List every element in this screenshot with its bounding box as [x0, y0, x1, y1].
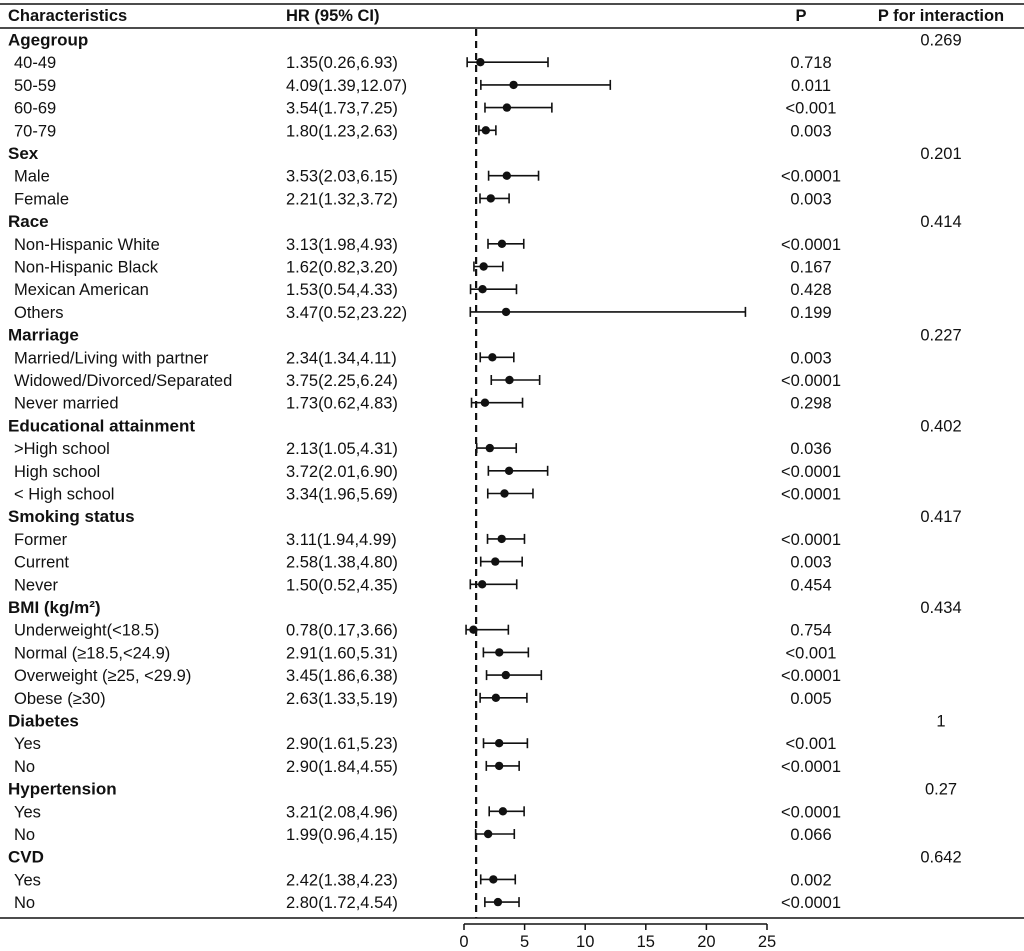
p-value: 0.754 — [790, 621, 832, 640]
hr-point — [478, 580, 486, 588]
group-row — [8, 780, 957, 799]
p-value: <0.0001 — [780, 462, 842, 481]
row-label: 40-49 — [14, 54, 57, 73]
hr-ci-text: 2.90(1.61,5.23) — [286, 735, 398, 754]
hr-point — [491, 557, 499, 565]
hr-point — [482, 126, 490, 134]
p-interaction-value: 0.201 — [920, 145, 962, 163]
row-label: Never — [14, 576, 59, 595]
ci-mark — [488, 466, 547, 476]
header-characteristics: Characteristics — [8, 7, 128, 25]
row-label: Underweight(<18.5) — [14, 621, 160, 640]
header-p: P — [795, 7, 807, 25]
p-value: <0.0001 — [780, 485, 842, 504]
group-row — [8, 144, 962, 163]
row-label: Non-Hispanic White — [14, 235, 160, 254]
hr-ci-text: 3.54(1.73,7.25) — [286, 99, 398, 118]
ci-mark — [477, 443, 517, 453]
hr-ci-text: 2.34(1.34,4.11) — [286, 349, 397, 368]
x-axis — [459, 924, 776, 951]
hr-point — [478, 285, 486, 293]
group-row — [8, 31, 962, 50]
p-value: <0.001 — [785, 735, 837, 754]
hr-point — [484, 830, 492, 838]
row-label: Yes — [14, 871, 41, 890]
p-interaction-value: 0.414 — [920, 213, 962, 232]
table-row — [14, 304, 832, 322]
ci-mark — [484, 738, 528, 748]
group-label: BMI (kg/m²) — [8, 598, 101, 617]
p-value: <0.0001 — [780, 757, 842, 776]
table-row — [14, 690, 832, 708]
hr-point — [489, 875, 497, 883]
row-label: 70-79 — [14, 122, 57, 141]
table-row — [14, 259, 832, 277]
hr-ci-text: 1.99(0.96,4.15) — [286, 826, 398, 844]
p-value: <0.001 — [785, 99, 837, 118]
table-row — [14, 463, 841, 481]
p-value: <0.0001 — [780, 530, 842, 549]
group-row — [8, 848, 962, 867]
table-row — [14, 168, 841, 186]
ci-mark — [472, 398, 523, 408]
hr-ci-text: 3.11(1.94,4.99) — [286, 530, 397, 549]
row-label: Others — [14, 303, 64, 322]
ci-mark — [488, 239, 524, 249]
table-row — [14, 667, 841, 685]
hr-point — [505, 376, 513, 384]
hr-ci-text: 3.47(0.52,23.22) — [286, 303, 408, 322]
p-interaction-value: 0.27 — [924, 780, 958, 799]
group-row — [8, 507, 962, 526]
hr-ci-text: 2.80(1.72,4.54) — [286, 894, 398, 913]
hr-ci-text: 3.13(1.98,4.93) — [286, 235, 398, 254]
hr-point — [503, 103, 511, 111]
ci-mark — [489, 806, 524, 816]
hr-ci-text: 2.91(1.60,5.31) — [286, 644, 398, 663]
hr-ci-text: 3.53(2.03,6.15) — [286, 167, 398, 186]
group-row — [8, 416, 962, 435]
table-row — [14, 395, 832, 413]
table-row — [14, 871, 832, 889]
hr-point — [494, 898, 502, 906]
hr-point — [487, 194, 495, 202]
table-row — [14, 758, 841, 776]
row-label: Non-Hispanic Black — [14, 258, 158, 277]
row-label: 50-59 — [14, 76, 57, 95]
row-label: Yes — [14, 735, 41, 754]
p-value: 0.718 — [790, 54, 832, 73]
table-row — [14, 54, 832, 72]
ci-mark — [479, 125, 496, 135]
hr-point — [492, 694, 500, 702]
row-label: Mexican American — [14, 281, 149, 300]
hr-point — [488, 353, 496, 361]
x-tick-label: 5 — [520, 933, 530, 951]
p-value: 0.003 — [790, 122, 832, 141]
table-row — [14, 826, 832, 844]
group-label: Diabetes — [8, 711, 79, 731]
p-value: 0.167 — [790, 258, 832, 277]
p-value: <0.001 — [785, 644, 837, 663]
p-value: 0.428 — [790, 281, 832, 300]
hr-ci-text: 4.09(1.39,12.07) — [286, 76, 408, 95]
row-label: No — [14, 826, 36, 844]
hr-ci-text: 1.80(1.23,2.63) — [286, 122, 398, 141]
p-value: <0.0001 — [780, 894, 842, 913]
table-row — [14, 894, 841, 912]
p-value: <0.0001 — [780, 667, 842, 686]
hr-point — [481, 399, 489, 407]
hr-ci-text: 2.90(1.84,4.55) — [286, 757, 398, 776]
row-label: No — [14, 894, 36, 913]
plot-area — [466, 29, 745, 918]
table-row — [14, 803, 841, 821]
hr-point — [502, 671, 510, 679]
x-tick-label: 10 — [576, 933, 595, 951]
row-label: < High school — [14, 485, 115, 504]
table-rows — [8, 31, 962, 913]
header-hr: HR (95% CI) — [286, 7, 380, 25]
table-row — [14, 190, 832, 208]
row-label: Never married — [14, 394, 119, 413]
table-row — [14, 735, 836, 753]
group-row — [8, 326, 962, 345]
hr-ci-text: 1.53(0.54,4.33) — [286, 281, 398, 300]
p-interaction-value: 0.417 — [920, 508, 962, 527]
hr-point — [500, 489, 508, 497]
x-tick-label: 0 — [459, 933, 469, 951]
p-value: 0.003 — [790, 349, 832, 368]
hr-ci-text: 3.21(2.08,4.96) — [286, 803, 398, 822]
group-label: Race — [8, 212, 49, 232]
ci-mark — [471, 284, 517, 294]
row-label: Widowed/Divorced/Separated — [14, 372, 233, 390]
p-interaction-value: 0.642 — [920, 848, 962, 867]
ci-mark — [480, 352, 514, 362]
row-label: Yes — [14, 803, 41, 822]
ci-mark — [470, 579, 516, 589]
p-interaction-value: 0.227 — [920, 326, 962, 345]
table-row — [14, 100, 836, 118]
hr-ci-text: 2.58(1.38,4.80) — [286, 553, 398, 572]
ci-mark — [488, 534, 525, 544]
hr-point — [502, 308, 510, 316]
p-value: 0.011 — [790, 76, 832, 95]
ci-mark — [480, 693, 527, 703]
p-interaction-value: 1 — [936, 712, 946, 731]
ci-mark — [486, 761, 519, 771]
p-value: 0.003 — [790, 190, 832, 209]
table-row — [14, 372, 841, 390]
group-label: Smoking status — [8, 507, 135, 527]
p-value: <0.0001 — [780, 803, 842, 822]
hr-ci-text: 0.78(0.17,3.66) — [286, 621, 398, 640]
table-row — [14, 77, 831, 95]
hr-point — [503, 172, 511, 180]
table-row — [14, 236, 841, 254]
ci-mark — [483, 647, 528, 657]
ci-mark — [487, 670, 542, 680]
ci-mark — [480, 193, 509, 203]
header-p-interaction: P for interaction — [877, 7, 1005, 25]
row-label: 60-69 — [14, 99, 57, 118]
hr-ci-text: 2.21(1.32,3.72) — [286, 190, 398, 209]
hr-ci-text: 2.42(1.38,4.23) — [286, 871, 398, 890]
ci-mark — [476, 829, 515, 839]
row-label: Married/Living with partner — [14, 349, 209, 368]
p-value: 0.002 — [790, 871, 832, 890]
p-value: 0.199 — [790, 303, 832, 322]
p-interaction-value: 0.434 — [920, 599, 962, 617]
ci-mark — [488, 489, 533, 499]
hr-point — [495, 648, 503, 656]
x-tick-label: 15 — [636, 933, 655, 951]
ci-mark — [489, 171, 539, 181]
group-label: Sex — [8, 144, 39, 163]
group-label: Educational attainment — [8, 416, 196, 436]
ci-mark — [491, 375, 539, 385]
row-label: Former — [14, 530, 68, 549]
ci-mark — [466, 625, 508, 635]
row-label: High school — [14, 462, 101, 481]
hr-ci-text: 1.73(0.62,4.83) — [286, 394, 398, 413]
table-row — [14, 644, 836, 662]
p-value: 0.454 — [790, 576, 832, 595]
hr-ci-text: 3.45(1.86,6.38) — [286, 667, 398, 686]
group-label: CVD — [8, 847, 44, 867]
ci-mark — [481, 80, 610, 90]
hr-point — [476, 58, 484, 66]
ci-mark — [485, 103, 552, 113]
hr-ci-text: 2.63(1.33,5.19) — [286, 689, 398, 708]
row-label: Normal (≥18.5,<24.9) — [14, 644, 171, 663]
row-label: Female — [14, 190, 70, 209]
table-row — [14, 349, 832, 367]
hr-point — [486, 444, 494, 452]
x-tick-label: 20 — [697, 933, 716, 951]
group-label: Hypertension — [8, 779, 117, 799]
hr-ci-text: 3.75(2.25,6.24) — [286, 372, 398, 390]
x-tick-label: 25 — [757, 933, 777, 951]
hr-point — [498, 240, 506, 248]
p-value: 0.066 — [790, 826, 832, 844]
hr-ci-text: 2.13(1.05,4.31) — [286, 440, 398, 459]
row-label: Male — [14, 167, 50, 186]
row-label: Overweight (≥25, <29.9) — [14, 667, 192, 686]
row-label: Obese (≥30) — [14, 689, 106, 708]
hr-ci-text: 1.35(0.26,6.93) — [286, 54, 398, 73]
table-row — [14, 554, 832, 572]
row-label: Current — [14, 553, 70, 572]
p-value: 0.036 — [790, 440, 832, 459]
ci-mark — [485, 897, 519, 907]
p-value: 0.298 — [790, 394, 832, 413]
ci-mark — [481, 874, 516, 884]
table-row — [14, 281, 832, 299]
ci-mark — [470, 307, 745, 317]
hr-ci-text: 1.62(0.82,3.20) — [286, 258, 398, 277]
hr-point — [479, 262, 487, 270]
p-value: 0.005 — [790, 689, 832, 708]
group-row — [8, 212, 962, 231]
table-row — [14, 122, 832, 140]
hr-ci-text: 1.50(0.52,4.35) — [286, 576, 398, 595]
hr-point — [509, 81, 517, 89]
table-row — [14, 486, 841, 504]
hr-point — [495, 762, 503, 770]
header-row — [8, 7, 1004, 25]
p-interaction-value: 0.269 — [920, 31, 962, 50]
p-value: 0.003 — [790, 553, 832, 572]
hr-ci-text: 3.72(2.01,6.90) — [286, 462, 398, 481]
ci-mark — [474, 262, 503, 272]
table-row — [14, 531, 841, 549]
hr-point — [505, 467, 513, 475]
table-row — [14, 576, 832, 594]
p-value: <0.0001 — [780, 235, 842, 254]
p-value: <0.0001 — [780, 372, 842, 390]
p-interaction-value: 0.402 — [920, 417, 962, 436]
table-row — [14, 440, 832, 458]
group-label: Agegroup — [8, 30, 89, 50]
row-label: >High school — [14, 440, 110, 459]
hr-point — [497, 535, 505, 543]
p-value: <0.0001 — [780, 167, 842, 186]
ci-mark — [467, 57, 548, 67]
table-row — [14, 622, 832, 640]
row-label: No — [14, 757, 36, 776]
group-row — [8, 598, 962, 617]
hr-ci-text: 3.34(1.96,5.69) — [286, 485, 398, 504]
hr-point — [495, 739, 503, 747]
hr-point — [499, 807, 507, 815]
ci-mark — [481, 557, 522, 567]
group-label: Marriage — [8, 325, 79, 345]
